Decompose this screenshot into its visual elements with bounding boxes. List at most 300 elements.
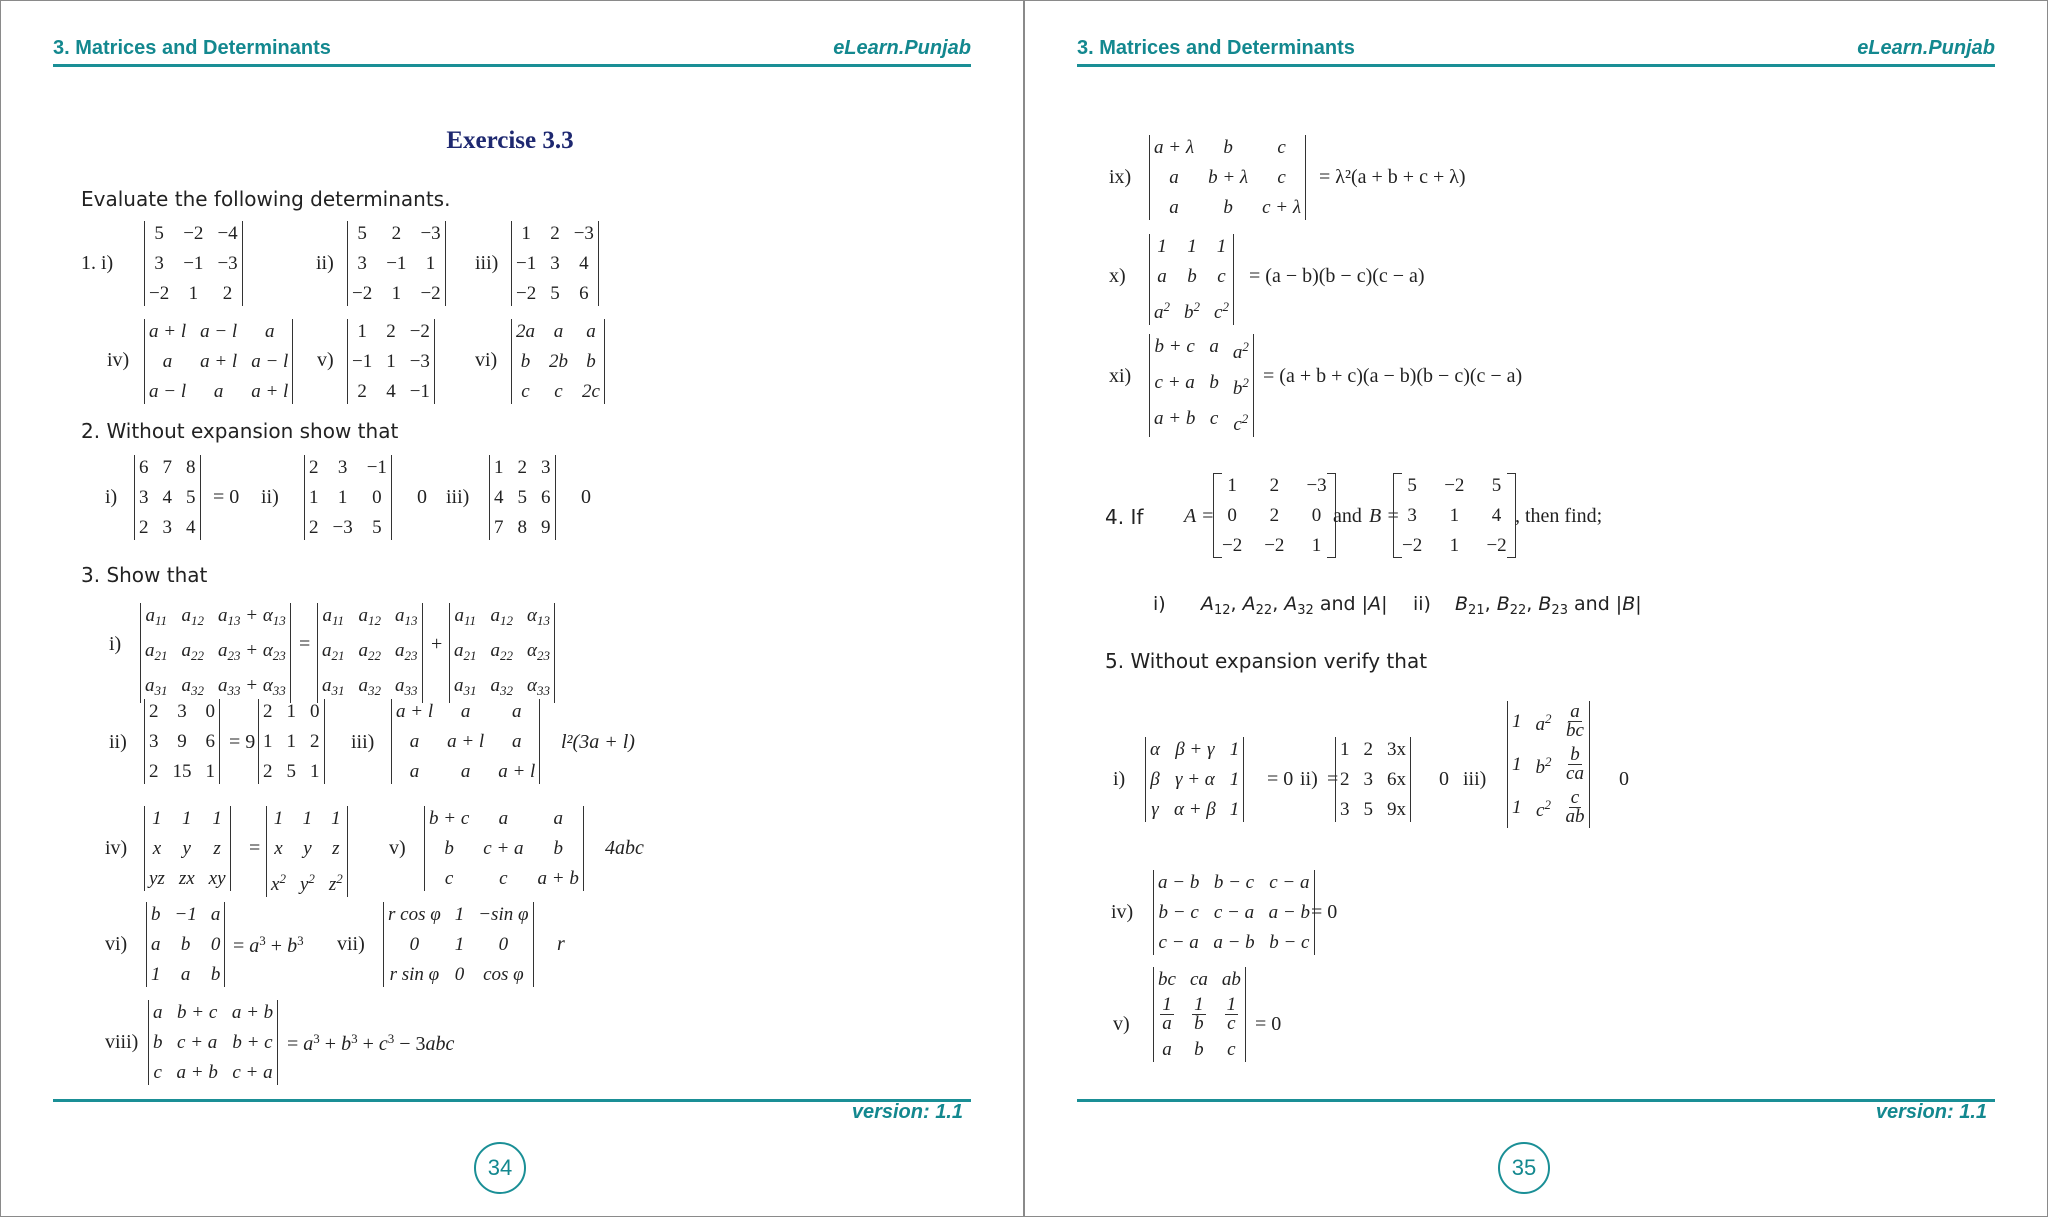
matrix-entry: 5 <box>1363 799 1373 820</box>
matrix-entry: −3 <box>1306 475 1327 496</box>
matrix-entry: −1 <box>366 457 387 478</box>
matrix-entry: c + a <box>177 1032 218 1053</box>
determinant <box>304 455 392 540</box>
q3-vii-rhs: r <box>557 933 565 955</box>
matrix-entry: c <box>521 381 530 402</box>
matrix-entry: 1 <box>152 808 162 829</box>
q1-label-vi: vi) <box>475 349 498 371</box>
determinant <box>144 699 220 784</box>
matrix-entry: 9 <box>177 731 187 752</box>
determinant <box>146 902 225 987</box>
question-3-title: 3. Show that <box>81 563 208 587</box>
matrix-entry: 0 <box>409 934 420 955</box>
matrix-entry: γ + α <box>1174 769 1215 790</box>
determinant <box>144 221 243 306</box>
matrix-entry: a <box>553 808 563 829</box>
matrix-entry: 0 <box>454 964 465 985</box>
matrix-entry: a + b <box>537 868 579 889</box>
determinant <box>347 221 446 306</box>
version-label: version: 1.1 <box>851 1101 963 1123</box>
matrix-entry: 3 <box>541 457 551 478</box>
q2-iii-rhs: 0 <box>581 486 591 508</box>
matrix-entry: 3 <box>357 253 367 274</box>
matrix-entry: a <box>153 1002 163 1023</box>
matrix-entry: 1 <box>494 457 504 478</box>
matrix-entry: 5 <box>1491 475 1502 496</box>
matrix-entry: 6 <box>205 731 215 752</box>
determinant <box>1153 870 1315 955</box>
matrix-entry: 1 <box>181 808 192 829</box>
matrix-entry: 2 <box>1269 475 1280 496</box>
q4-and: and <box>1333 505 1362 527</box>
q4-prefix: 4. If <box>1105 505 1144 529</box>
matrix-entry: 1 <box>205 761 215 782</box>
matrix-entry: c + a <box>232 1062 273 1083</box>
matrix-entry: 1 <box>357 321 367 342</box>
matrix-entry: 2 <box>309 517 319 538</box>
q2-label-iii: iii) <box>446 486 470 508</box>
matrix-entry: 6 <box>579 283 589 304</box>
matrix-entry: b <box>1223 197 1233 218</box>
q3-iv-mid: = <box>249 837 261 859</box>
q3-viii-rhs: = $a^3 + b^3 + c^3 - 3abc$ <box>287 1031 455 1055</box>
matrix-entry: 1 <box>309 487 319 508</box>
matrix-entry: 1 <box>1229 739 1240 760</box>
matrix-entry: 2 <box>1363 739 1373 760</box>
matrix-entry: 5 <box>1407 475 1417 496</box>
matrix-entry: 2 <box>149 761 159 782</box>
matrix-entry: 2 <box>263 701 273 722</box>
matrix-entry: a <box>151 934 161 955</box>
matrix-entry: β + γ <box>1175 739 1215 760</box>
q3-label-ii: ii) <box>109 731 127 753</box>
matrix-entry: 6 <box>139 457 149 478</box>
q4-suffix: , then find; <box>1515 505 1603 527</box>
determinant <box>1145 737 1244 822</box>
matrix-entry: a <box>213 381 224 402</box>
matrix-entry: a <box>180 964 191 985</box>
matrix-entry: 2 <box>222 283 233 304</box>
matrix-entry: 1 <box>1449 505 1460 526</box>
matrix-entry: 2 <box>517 457 527 478</box>
equals-sign: = <box>299 633 311 655</box>
q3-iv-determinant-2: 1 1 1 x y z $x^2$ $y^2$ $z^2$ <box>266 806 348 897</box>
matrix-entry: −2 <box>1444 475 1465 496</box>
matrix-entry: c <box>1277 137 1286 158</box>
chapter-title: 3. Matrices and Determinants <box>1077 37 1355 59</box>
matrix-entry: a + l <box>447 731 485 752</box>
matrix-entry: 1 <box>286 731 296 752</box>
matrix-entry: a <box>265 321 275 342</box>
q5-v-rhs: = 0 <box>1255 1013 1282 1035</box>
q5-iii-determinant: 1 $a^2$ $\frac{a}{bc}$ 1 $b^2$ $\frac{b}{ca}$ 1 $c^2$ $\frac{c}{ab}$ <box>1507 701 1590 828</box>
header-rule <box>53 64 971 67</box>
matrix-entry: 1 <box>1311 535 1322 556</box>
determinant <box>489 455 556 540</box>
matrix-entry: 2 <box>310 731 320 752</box>
determinant <box>1335 737 1411 822</box>
q1-label-v: v) <box>317 349 334 371</box>
matrix-entry: b <box>553 838 563 859</box>
matrix-entry: 2b <box>549 351 568 372</box>
q3-iii-rhs: l²(3a + l) <box>561 731 635 753</box>
matrix-entry: 2c <box>582 381 600 402</box>
q1-label-i: 1. i) <box>81 252 114 274</box>
q5-i-rhs: = 0 <box>1267 768 1294 790</box>
matrix-entry: 3x <box>1387 739 1406 760</box>
matrix-entry: −2 <box>1222 535 1243 556</box>
matrix-entry: a − b <box>1213 932 1255 953</box>
matrix-entry: −1 <box>409 381 430 402</box>
matrix-entry: 1 <box>391 283 402 304</box>
matrix-entry: a <box>512 731 522 752</box>
matrix-entry: b <box>180 934 191 955</box>
matrix-entry: xy <box>208 868 226 889</box>
q1-label-iv: iv) <box>107 349 130 371</box>
matrix-entry: 3 <box>154 253 164 274</box>
matrix-entry: 1 <box>1229 769 1240 790</box>
matrix-entry: −2 <box>149 283 170 304</box>
matrix-entry: −3 <box>217 253 238 274</box>
q3-ii-mid: = 9 <box>229 731 256 753</box>
matrix-entry: a + l <box>200 351 238 372</box>
q4-i-cofactors: $A_{12}$, $A_{22}$, $A_{32}$ and |A| <box>1201 593 1388 618</box>
q4-ii-and: and <box>1574 593 1610 615</box>
brand-name: eLearn.Punjab <box>1857 37 1995 59</box>
matrix-entry: −2 <box>352 283 373 304</box>
question-2-title: 2. Without expansion show that <box>81 419 399 443</box>
matrix-entry: 2 <box>386 321 396 342</box>
matrix-entry: a <box>460 701 471 722</box>
matrix-entry: −1 <box>386 253 407 274</box>
q5-label-ii: ii) <box>1300 768 1318 790</box>
matrix-entry: 5 <box>154 223 164 244</box>
page-number: 35 <box>1498 1142 1550 1194</box>
matrix-entry: c <box>153 1062 162 1083</box>
q2-ii-rhs: 0 <box>417 486 427 508</box>
matrix-entry: 1 <box>286 701 296 722</box>
matrix-entry: 3 <box>149 731 159 752</box>
matrix-entry: 15 <box>172 761 192 782</box>
matrix-entry: 5 <box>357 223 367 244</box>
matrix-entry: b <box>520 351 531 372</box>
matrix-entry: −1 <box>516 253 537 274</box>
matrix-entry: 5 <box>286 761 296 782</box>
footer-rule <box>53 1099 971 1102</box>
matrix-entry: a <box>210 904 221 925</box>
matrix-entry: b <box>586 351 596 372</box>
matrix-entry: 6x <box>1387 769 1406 790</box>
matrix-entry: −3 <box>573 223 594 244</box>
matrix-entry: −1 <box>183 253 204 274</box>
matrix-entry: −3 <box>332 517 353 538</box>
matrix-entry: 7 <box>162 457 172 478</box>
matrix-entry: 2 <box>149 701 159 722</box>
label-x: x) <box>1109 265 1126 287</box>
footer-rule <box>1077 1099 1995 1102</box>
matrix-entry: 4 <box>186 517 196 538</box>
brand-name: eLearn.Punjab <box>833 37 971 59</box>
matrix-entry: −2 <box>183 223 204 244</box>
matrix-entry: b <box>1223 137 1233 158</box>
determinant <box>1149 135 1306 220</box>
q5-label-i: i) <box>1113 768 1126 790</box>
q3-label-vii: vii) <box>337 933 365 955</box>
matrix-entry: 3 <box>1363 769 1373 790</box>
determinant <box>258 699 325 784</box>
matrix-entry: 1 <box>151 964 161 985</box>
q3-label-viii: viii) <box>105 1031 139 1053</box>
matrix-entry: cos φ <box>483 964 524 985</box>
matrix-entry: 3 <box>162 517 172 538</box>
matrix-entry: c <box>1277 167 1286 188</box>
q5-v-determinant: bc ca ab $\frac{1}{a}$ $\frac{1}{b}$ $\frac{1}{c}$ a b c <box>1153 967 1246 1062</box>
matrix-entry: 8 <box>517 517 527 538</box>
matrix-entry: −sin φ <box>478 904 529 925</box>
matrix-entry: −1 <box>174 904 197 925</box>
q1-label-iii: iii) <box>475 252 499 274</box>
q4-i-label: i) <box>1153 593 1166 615</box>
q3-i-determinant-1: $a_{11}$ $a_{12}$ $a_{13} + \alpha_{13}$ $a_{21}$ $a_{22}$ $a_{23} + \alpha_{23}$ $a_{31}$ $a_{32}$ $a_{33} + \alpha_{33}$ <box>140 603 291 703</box>
matrix-entry: 4 <box>494 487 504 508</box>
determinant <box>383 902 534 987</box>
matrix-entry: a <box>1169 197 1179 218</box>
determinant <box>148 1000 278 1085</box>
matrix-entry: −3 <box>409 351 430 372</box>
ix-rhs: = λ²(a + b + c + λ) <box>1319 166 1466 188</box>
matrix-entry: b <box>210 964 221 985</box>
matrix-entry: −2 <box>516 283 537 304</box>
matrix-entry: 0 <box>210 934 221 955</box>
q5-label-v: v) <box>1113 1013 1130 1035</box>
q3-label-vi: vi) <box>105 933 128 955</box>
matrix-entry: a + l <box>251 381 289 402</box>
x-rhs: = (a − b)(b − c)(c − a) <box>1249 265 1425 287</box>
matrix-entry: α <box>1150 739 1160 760</box>
matrix-entry: 3 <box>1340 799 1350 820</box>
label-xi: xi) <box>1109 365 1132 387</box>
header-rule <box>1077 64 1995 67</box>
matrix-entry: 8 <box>186 457 196 478</box>
question-5-title: 5. Without expansion verify that <box>1105 649 1428 673</box>
xi-determinant: b + c a $a^2$ c + a b $b^2$ a + b c $c^2$ <box>1149 334 1254 437</box>
q3-label-v: v) <box>389 837 406 859</box>
matrix-entry: −2 <box>1264 535 1285 556</box>
q3-vi-rhs: = $a^3 + b^3$ <box>233 933 304 957</box>
matrix-entry: 5 <box>517 487 527 508</box>
matrix-entry: b <box>151 904 161 925</box>
matrix-entry: c − a <box>1213 902 1255 923</box>
matrix-entry: a <box>553 321 564 342</box>
matrix-entry: a + λ <box>1154 137 1195 158</box>
matrix-entry: 0 <box>1311 505 1322 526</box>
matrix-entry: a <box>586 321 596 342</box>
matrix-entry: a <box>460 761 471 782</box>
matrix-entry: b <box>153 1032 163 1053</box>
matrix-entry: −2 <box>1402 535 1423 556</box>
question-1-intro: Evaluate the following determinants. <box>81 187 451 211</box>
matrix-entry: −2 <box>1486 535 1507 556</box>
matrix-entry: a − b <box>1268 902 1310 923</box>
q3-label-iv: iv) <box>105 837 128 859</box>
plus-sign: + <box>431 633 443 655</box>
matrix-entry: 5 <box>550 283 560 304</box>
matrix-entry: yz <box>149 868 165 889</box>
matrix-entry: a − b <box>1158 872 1200 893</box>
matrix-entry: b + c <box>177 1002 218 1023</box>
matrix-entry: 1 <box>337 487 348 508</box>
matrix-entry: r sin φ <box>389 964 440 985</box>
q5-iii-rhs: 0 <box>1619 768 1629 790</box>
matrix-entry: a <box>498 808 509 829</box>
matrix-entry: b <box>444 838 454 859</box>
matrix-entry: 3 <box>1407 505 1417 526</box>
matrix-entry: b + c <box>429 808 470 829</box>
matrix-entry: 3 <box>337 457 348 478</box>
matrix-entry: 6 <box>541 487 551 508</box>
matrix-entry: 1 <box>454 904 465 925</box>
q2-label-ii: ii) <box>261 486 279 508</box>
matrix <box>1213 473 1336 558</box>
matrix-entry: 2 <box>391 223 402 244</box>
matrix-entry: a <box>162 351 173 372</box>
q5-label-iv: iv) <box>1111 901 1134 923</box>
matrix-entry: b + c <box>232 1032 273 1053</box>
matrix <box>1393 473 1516 558</box>
chapter-title: 3. Matrices and Determinants <box>53 37 331 59</box>
matrix-entry: b + λ <box>1208 167 1249 188</box>
matrix-entry: 1 <box>425 253 436 274</box>
matrix-entry: γ <box>1151 799 1159 820</box>
matrix-entry: 1 <box>212 808 222 829</box>
q5-iv-rhs: = 0 <box>1311 901 1338 923</box>
matrix-entry: x <box>152 838 162 859</box>
matrix-entry: 4 <box>579 253 589 274</box>
determinant <box>144 806 231 891</box>
matrix-entry: 4 <box>1491 505 1502 526</box>
matrix-entry: 2 <box>1269 505 1280 526</box>
exercise-title: Exercise 3.3 <box>446 127 574 154</box>
matrix-entry: c <box>444 868 454 889</box>
matrix-entry: 4 <box>386 381 396 402</box>
matrix-entry: 1 <box>1229 799 1240 820</box>
matrix-entry: 1 <box>1340 739 1350 760</box>
matrix-entry: c + a <box>483 838 524 859</box>
q2-i-rhs: = 0 <box>213 486 240 508</box>
matrix-entry: c <box>499 868 508 889</box>
q4-a-label: A = <box>1184 505 1215 527</box>
matrix-entry: 2 <box>1340 769 1350 790</box>
matrix-entry: c − a <box>1158 932 1199 953</box>
x-determinant: 1 1 1 a b c $a^2$ $b^2$ $c^2$ <box>1149 234 1234 325</box>
q4-ii-cofactors: $B_{21}$, $B_{22}$, $B_{23}$ and |B| <box>1455 593 1642 618</box>
q5-ii-rhs: 0 <box>1439 768 1449 790</box>
matrix-entry: 1 <box>386 351 396 372</box>
matrix-entry: 4 <box>162 487 172 508</box>
matrix-entry: zx <box>178 868 195 889</box>
q3-v-rhs: 4abc <box>605 837 644 859</box>
matrix-entry: 0 <box>310 701 320 722</box>
page-number: 34 <box>474 1142 526 1194</box>
q3-label-iii: iii) <box>351 731 375 753</box>
matrix-entry: 7 <box>494 517 504 538</box>
q3-i-determinant-3: $a_{11}$ $a_{12}$ $\alpha_{13}$ $a_{21}$ $a_{22}$ $\alpha_{23}$ $a_{31}$ $a_{32}$ $\alpha_{33}$ <box>449 603 555 703</box>
matrix-entry: 2a <box>516 321 535 342</box>
matrix-entry: 2 <box>357 381 367 402</box>
matrix-entry: α + β <box>1173 799 1216 820</box>
matrix-entry: y <box>182 838 191 859</box>
determinant <box>134 455 201 540</box>
matrix-entry: −4 <box>217 223 238 244</box>
matrix-entry: b − c <box>1213 872 1255 893</box>
matrix-entry: 2 <box>550 223 560 244</box>
matrix-entry: 0 <box>498 934 509 955</box>
matrix-entry: a <box>409 731 420 752</box>
matrix-entry: b − c <box>1269 932 1310 953</box>
matrix-entry: c <box>554 381 563 402</box>
q4-b-label: B = <box>1369 505 1400 527</box>
matrix-entry: a + l <box>498 761 536 782</box>
matrix-entry: a <box>409 761 420 782</box>
q1-label-ii: ii) <box>316 252 334 274</box>
matrix-entry: 5 <box>372 517 382 538</box>
matrix-entry: 9 <box>541 517 551 538</box>
matrix-entry: 1 <box>263 731 273 752</box>
determinant <box>511 221 599 306</box>
matrix-entry: 0 <box>205 701 215 722</box>
matrix-entry: 1 <box>1449 535 1460 556</box>
matrix-entry: b − c <box>1158 902 1199 923</box>
matrix-entry: 3 <box>177 701 187 722</box>
q4-ii-label: ii) <box>1413 593 1431 615</box>
matrix-entry: 2 <box>139 517 149 538</box>
matrix-entry: −2 <box>420 283 441 304</box>
matrix-entry: a <box>512 701 522 722</box>
matrix-entry: 3 <box>139 487 149 508</box>
determinant <box>144 319 293 404</box>
page-35 <box>1024 0 2048 1217</box>
determinant <box>347 319 435 404</box>
xi-rhs: = (a + b + c)(a − b)(b − c)(c − a) <box>1263 365 1523 387</box>
matrix-entry: 1 <box>310 761 320 782</box>
matrix-entry: a − l <box>149 381 187 402</box>
matrix-entry: 1 <box>188 283 199 304</box>
matrix-entry: 1 <box>454 934 465 955</box>
matrix-entry: z <box>213 838 221 859</box>
equals-sign: = <box>1327 768 1339 790</box>
matrix-entry: 5 <box>186 487 196 508</box>
matrix-entry: 2 <box>309 457 319 478</box>
matrix-entry: −1 <box>352 351 373 372</box>
determinant <box>511 319 605 404</box>
matrix-entry: a − l <box>251 351 289 372</box>
matrix-entry: 1 <box>1227 475 1237 496</box>
matrix-entry: 2 <box>263 761 273 782</box>
determinant <box>391 699 540 784</box>
matrix-entry: r cos φ <box>388 904 441 925</box>
matrix-entry: a + b <box>231 1002 274 1023</box>
matrix-entry: a + b <box>176 1062 218 1083</box>
matrix-entry: a <box>1169 167 1179 188</box>
q4-i-and: and <box>1319 593 1356 615</box>
version-label: version: 1.1 <box>1875 1101 1987 1123</box>
q5-label-iii: iii) <box>1463 768 1487 790</box>
matrix-entry: a + l <box>149 321 187 342</box>
matrix-entry: −2 <box>409 321 430 342</box>
matrix-entry: 0 <box>1227 505 1237 526</box>
matrix-entry: 0 <box>372 487 382 508</box>
matrix-entry: 9x <box>1387 799 1406 820</box>
